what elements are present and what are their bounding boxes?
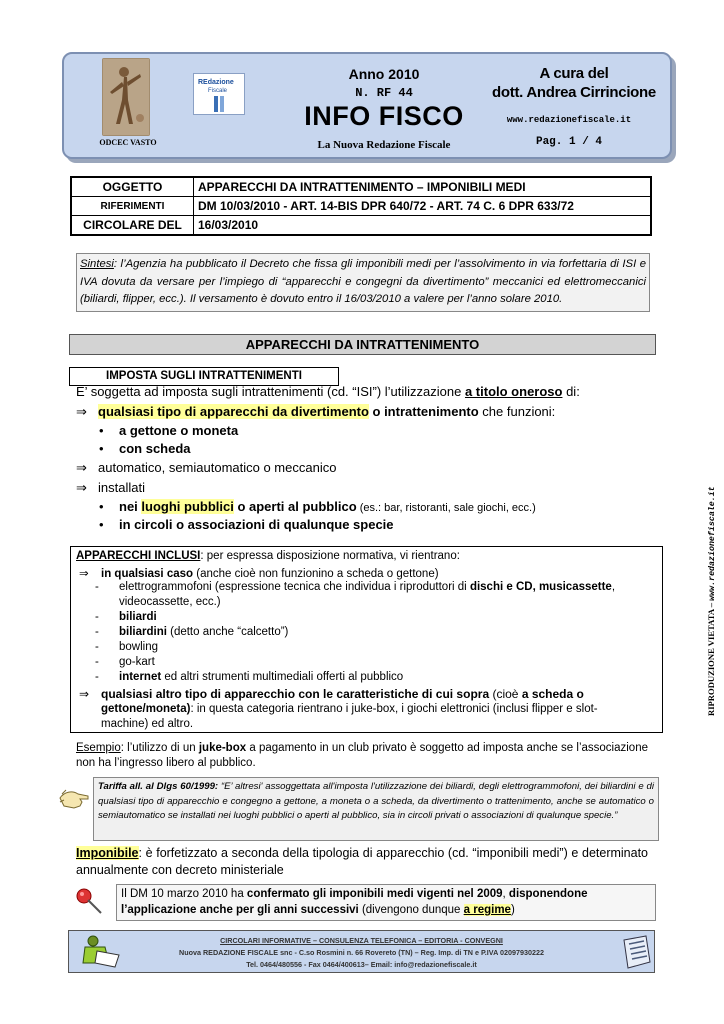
- author-block: [484, 64, 664, 102]
- page-title: INFO FISCO: [304, 101, 464, 131]
- author-line-1: A cura del: [539, 65, 609, 82]
- dm-g: ): [510, 904, 515, 916]
- dm-a: Il DM 10 marzo 2010 ha: [121, 888, 247, 900]
- d6-b: ed altri strumenti multimediali offerti al pubblico: [161, 671, 404, 683]
- bullet3-highlight: luoghi pubblici: [141, 499, 234, 514]
- bullet3-d: (es.: bar, ristoranti, sale giochi, ecc.): [356, 502, 536, 514]
- d1-c: ,: [611, 581, 616, 593]
- esempio-label: Esempio: [76, 742, 121, 754]
- dash-item-6: - internet ed altri strumenti multimediali offerti al pubblico: [95, 671, 404, 683]
- sintesi-box: [76, 253, 650, 312]
- esempio-c: a pagamento in un club privato è soggetto ad imposta anche se l’associazione non ha l’ingresso libero al pubblico.: [76, 742, 648, 769]
- altro-line-3: machine) ed altro.: [101, 718, 194, 730]
- dm-f: a regime: [463, 904, 511, 916]
- footer-line-3: Tel. 0464/480556 - Fax 0464/400613– Email: info@redazionefiscale.it: [246, 960, 477, 969]
- inclusi-heading: [76, 550, 460, 562]
- side-notice-b: www.redazionefiscale.it: [708, 486, 717, 601]
- arrow1-bold: o intrattenimento: [368, 404, 479, 419]
- bullet2-text: con scheda: [119, 441, 191, 456]
- d5-text: go-kart: [119, 656, 155, 668]
- bullet-icon: •: [99, 499, 104, 514]
- dash-item-1: - elettrogrammofoni (espressione tecnica che individua i riproduttori di dischi e CD, musicassette,: [95, 581, 616, 593]
- dm-c: ,: [502, 888, 509, 900]
- dm-d: disponendone l’applicazione anche per gli anni successivi: [121, 888, 588, 916]
- dash-item-4: - bowling: [95, 641, 158, 653]
- altro-a: qualsiasi altro tipo di apparecchio con le caratteristiche di cui sopra: [101, 687, 490, 701]
- arrow-item-3: [76, 480, 145, 496]
- arrow-icon: ⇒: [76, 404, 87, 419]
- arrow-item-1: [76, 404, 555, 420]
- dm-box: [116, 884, 656, 921]
- tariffa-text: “E’ altresi' assoggettata all'imposta l'utilizzazione dei biliardi, degli elettrogrammofoni, dei biliardini e di qualsiasi tipo di apparecchio e congegno a gettone, a moneta o a scheda, da divertimento o trattenimento, anche se automatico o semiautomatico se installati nei luoghi pubblici o aperti al pubblico, sia in circoli privati o associazioni di qualunque specie.”: [98, 781, 654, 821]
- inclusi-label: APPARECCHI INCLUSI: [76, 550, 201, 562]
- intro-end: di:: [562, 384, 580, 399]
- bullet4-text: in circoli o associazioni di qualunque specie: [119, 517, 394, 532]
- altro-line-1: [79, 687, 584, 701]
- info-table: [70, 176, 652, 236]
- d2-text: biliardi: [119, 611, 157, 623]
- statue-mosaic-icon: [102, 58, 150, 136]
- d6-a: internet: [119, 671, 162, 683]
- table-row: [71, 177, 651, 197]
- logo-text-2: Fiscale: [208, 88, 228, 94]
- dash-item-2: - biliardi: [95, 611, 157, 623]
- arrow1-text: che funzioni:: [478, 404, 556, 419]
- d1-b: dischi e CD, musicassette: [469, 581, 612, 593]
- caso-bold: in qualsiasi caso: [101, 568, 194, 580]
- table-row: [71, 216, 651, 236]
- bullet1-text: a gettone o moneta: [119, 423, 239, 438]
- bullet-item-1: [99, 423, 238, 438]
- esempio-b: juke-box: [198, 742, 247, 754]
- hand-pointer-icon: [58, 784, 90, 814]
- website-link[interactable]: www.redazionefiscale.it: [506, 115, 632, 125]
- side-notice: [706, 486, 717, 716]
- riferimenti-label: RIFERIMENTI: [71, 197, 194, 216]
- esempio-paragraph: [76, 741, 648, 771]
- logo-text-1: REdazione: [198, 79, 234, 86]
- issue-year: Anno 2010: [348, 66, 420, 82]
- table-row: [71, 197, 651, 216]
- side-notice-a: RIPRODUZIONE VIETATA –: [706, 600, 716, 716]
- imponibile-label: Imponibile: [76, 846, 139, 860]
- altro-line-2: [101, 703, 598, 715]
- inclusi-box: [70, 546, 663, 733]
- d4-text: bowling: [119, 641, 158, 653]
- bullet-item-2: [99, 441, 191, 456]
- arrow-icon: ⇒: [76, 460, 87, 475]
- tariffa-box: [93, 777, 659, 841]
- inclusi-intro: : per espressa disposizione normativa, vi rientrano:: [200, 550, 460, 562]
- logo-icon: [193, 73, 245, 115]
- altro-d: gettone/moneta): [101, 703, 191, 715]
- issue-number: N. RF 44: [355, 86, 413, 100]
- bullet-item-3: [99, 499, 536, 514]
- esempio-a: : l’utilizzo di un: [120, 742, 199, 754]
- footer-line-1: CIRCOLARI INFORMATIVE – CONSULENZA TELEFONICA – EDITORIA - CONVEGNI: [220, 936, 503, 945]
- dash-item-5: - go-kart: [95, 656, 155, 668]
- footer: [68, 930, 655, 973]
- arrow-item-2: [76, 460, 336, 476]
- altro-b: (cioè: [489, 687, 522, 701]
- arrow-icon: ⇒: [79, 568, 89, 580]
- pin-icon: [75, 887, 107, 917]
- inclusi-caso: [79, 566, 439, 580]
- arrow2-text: automatico, semiautomatico o meccanico: [98, 460, 337, 475]
- altro-e: : in questa categoria rientrano i juke-box, i giochi elettronici (inclusi flipper e slot-: [190, 703, 598, 715]
- arrow1-highlight: qualsiasi tipo di apparecchi da divertimento: [98, 404, 369, 419]
- tariffa-label: Tariffa all. al Dlgs 60/1999:: [98, 781, 219, 792]
- sintesi-label: Sintesi: [80, 258, 114, 270]
- subsection-title: IMPOSTA SUGLI INTRATTENIMENTI: [69, 367, 339, 386]
- oggetto-label: OGGETTO: [71, 177, 194, 197]
- bullet3-c: o aperti al pubblico: [233, 499, 357, 514]
- dash-item-3: - biliardini (detto anche “calcetto”): [95, 626, 289, 638]
- bullet-icon: •: [99, 441, 104, 456]
- bullet3-a: nei: [119, 499, 142, 514]
- header-banner: [62, 52, 672, 159]
- bullet-item-4: [99, 517, 394, 532]
- d3-a: biliardini: [119, 626, 167, 638]
- sintesi-text: : l’Agenzia ha pubblicato il Decreto che fissa gli imponibili medi per l’assolvimento in via forfettaria di ISI e IVA dovuta da versare per l’impiego di “apparecchi e congegni da divertimento” meccanici ed elettromeccanici (biliardi, flipper, ecc.). Il versamento è dovuto entro il 16/03/2010 a valere per l’anno solare 2010.: [80, 258, 646, 305]
- dash-item-1-cont: videocassette, ecc.): [119, 596, 221, 608]
- author-line-2: dott. Andrea Cirrincione: [492, 84, 656, 101]
- intro-text: E’ soggetta ad imposta sugli intrattenimenti (cd. “ISI”) l’utilizzazione: [76, 384, 465, 399]
- arrow3-text: installati: [98, 480, 145, 495]
- d1-a: elettrogrammofoni (espressione tecnica che individua i riproduttori di: [119, 581, 470, 593]
- circolare-value: 16/03/2010: [194, 216, 652, 236]
- page-subtitle: La Nuova Redazione Fiscale: [317, 139, 451, 151]
- imponibile-text: : è forfetizzato a seconda della tipologia di apparecchio (cd. “imponibili medi”) e determinato annualmente con decreto ministeriale: [76, 846, 648, 877]
- oggetto-value: APPARECCHI DA INTRATTENIMENTO – IMPONIBILI MEDI: [194, 177, 652, 197]
- odcec-label: ODCEC VASTO: [99, 138, 157, 147]
- page-number: Pag. 1 / 4: [535, 136, 602, 148]
- dm-b: confermato gli imponibili medi vigenti nel 2009: [246, 888, 503, 900]
- intro-line: [76, 384, 580, 399]
- intro-oneroso: a titolo oneroso: [464, 384, 563, 399]
- circolare-label: CIRCOLARE DEL: [71, 216, 194, 236]
- riferimenti-value: DM 10/03/2010 - ART. 14-BIS DPR 640/72 - ART. 74 C. 6 DPR 633/72: [194, 197, 652, 216]
- bullet-icon: •: [99, 517, 104, 532]
- arrow-icon: ⇒: [76, 480, 87, 495]
- caso-text: (anche cioè non funzionino a scheda o gettone): [193, 568, 439, 580]
- bullet-icon: •: [99, 423, 104, 438]
- newspaper-icon: [622, 934, 652, 970]
- section-title: APPARECCHI DA INTRATTENIMENTO: [69, 334, 656, 355]
- arrow-icon: ⇒: [79, 687, 90, 701]
- dm-e: (divengono dunque: [358, 904, 464, 916]
- footer-line-2: Nuova REDAZIONE FISCALE snc - C.so Rosmini n. 66 Rovereto (TN) – Reg. Imp. di TN e P.IVA 02097930222: [179, 948, 544, 957]
- imponibile-paragraph: [76, 845, 648, 879]
- altro-c: a scheda o: [521, 687, 584, 701]
- d3-b: (detto anche “calcetto”): [166, 626, 289, 638]
